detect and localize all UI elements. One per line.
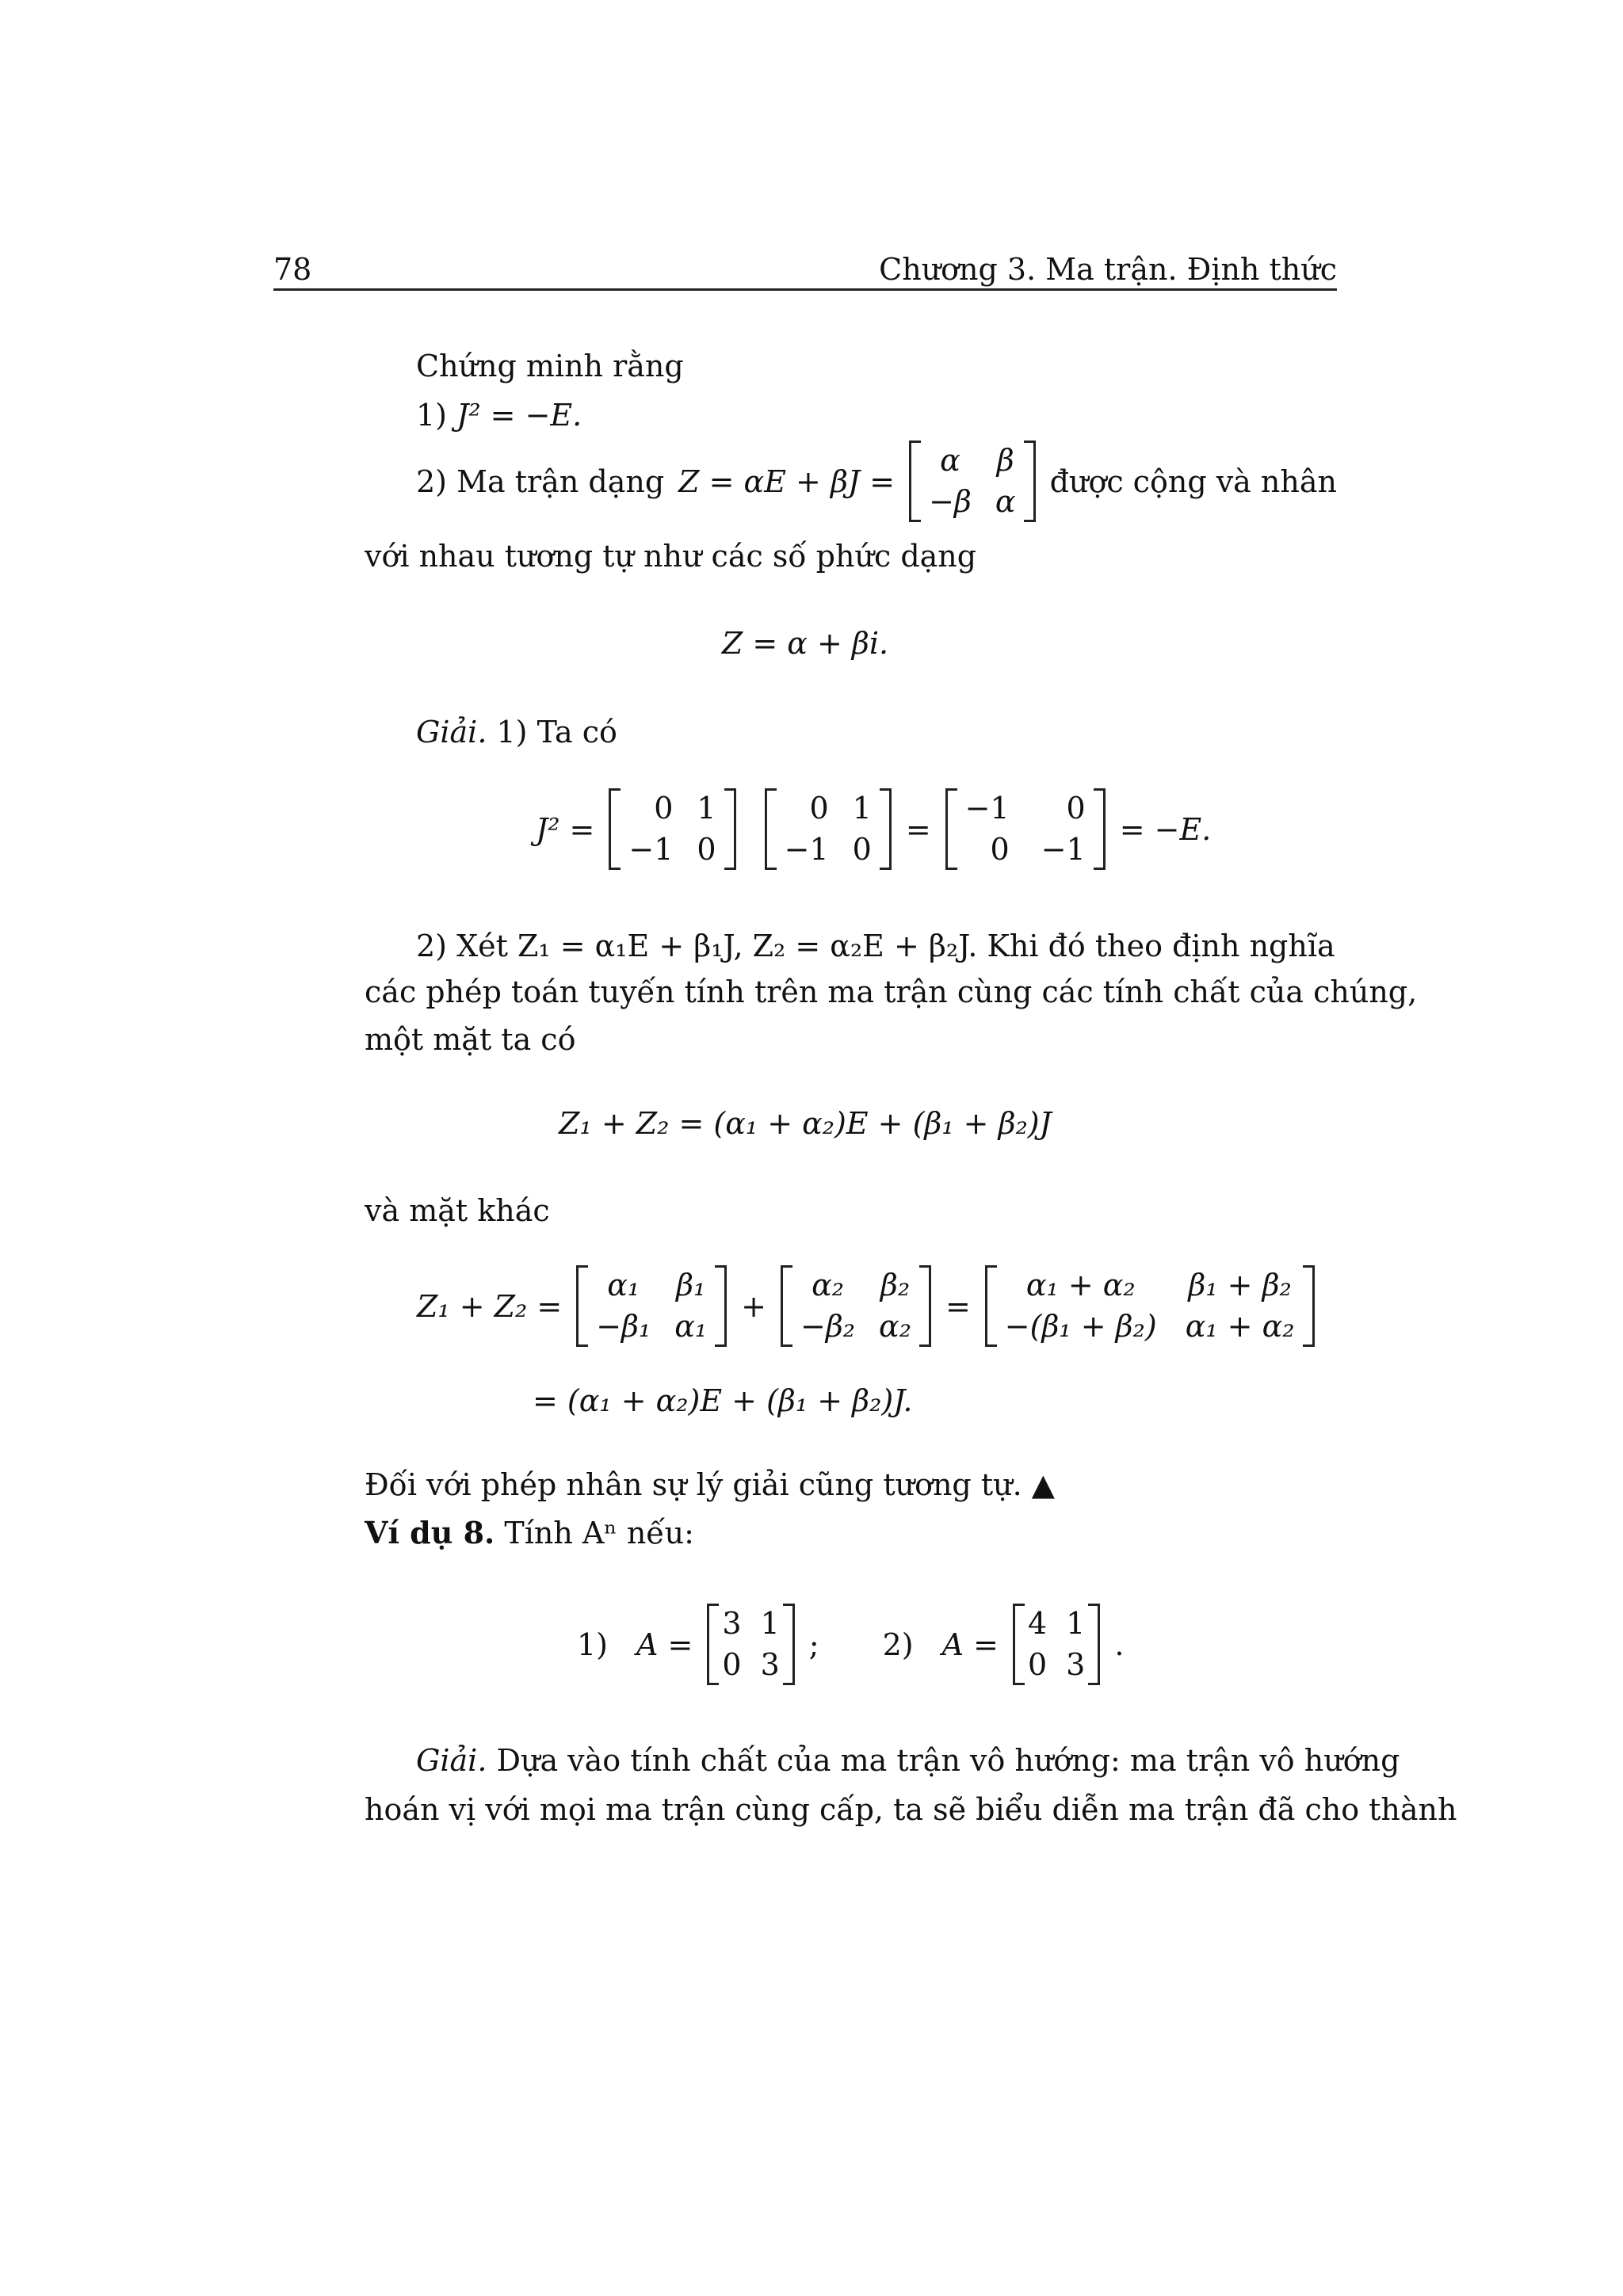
plus-sign: +: [741, 1288, 766, 1324]
matrix-cell: 3: [722, 1606, 742, 1641]
matrix-cell: β₂: [880, 1268, 911, 1302]
matrix-cell: −β₁: [596, 1308, 651, 1344]
matrix-cell: 0: [722, 1646, 742, 1682]
item-1-prefix: 1): [416, 398, 448, 433]
bracket-right: [880, 788, 892, 870]
j2-tail: = −E.: [1119, 811, 1212, 847]
para-2-line-3: một mặt ta có: [365, 1022, 576, 1057]
sum-matrix-equation: [417, 1265, 1315, 1347]
item-2: [416, 441, 1337, 522]
matrix-z1: [576, 1265, 727, 1347]
matrix-cell: α: [995, 483, 1016, 519]
matrix-cell: −1: [1041, 831, 1086, 867]
matrix-cell: α₂: [879, 1308, 911, 1344]
example-matrices: [577, 1604, 1124, 1685]
item-2-formula: Z = αE + βJ =: [678, 463, 896, 499]
end-period: .: [1114, 1627, 1125, 1662]
bracket-left: [909, 441, 921, 522]
bracket-left: [707, 1604, 719, 1685]
page-number: 78: [273, 252, 312, 287]
bracket-right: [1088, 1604, 1100, 1685]
bracket-right: [1303, 1265, 1315, 1347]
bracket-right: [783, 1604, 795, 1685]
separator: ;: [808, 1627, 819, 1662]
matrix-cell: α₁ + α₂: [1185, 1308, 1295, 1344]
complex-form: Z = α + βi.: [721, 626, 889, 661]
header-rule: [273, 288, 1337, 291]
matrix-example-2: [1013, 1604, 1100, 1685]
item-1: [416, 398, 582, 433]
matrix-cell: −1: [628, 831, 674, 867]
matrix-cell: 1: [697, 791, 716, 826]
other-hand: và mặt khác: [365, 1193, 550, 1228]
matrix-z2: [781, 1265, 931, 1347]
j-squared-equation: [536, 788, 1211, 870]
bracket-left: [1013, 1604, 1025, 1685]
matrix-example-1: [707, 1604, 794, 1685]
prove-line: Chứng minh rằng: [416, 349, 684, 383]
matrix-cell: α: [940, 443, 960, 478]
item-2-prefix: 2) Ma trận dạng: [416, 463, 665, 499]
matrix-cell: β₁: [676, 1268, 706, 1302]
bracket-left: [945, 788, 957, 870]
solution-2-line-2: hoán vị với mọi ma trận cùng cấp, ta sẽ biểu diễn ma trận đã cho thành: [365, 1792, 1457, 1827]
sum-line-2: = (α₁ + α₂)E + (β₁ + β₂)J.: [533, 1383, 913, 1418]
bracket-right: [1094, 788, 1106, 870]
matrix-cell: 0: [852, 831, 872, 867]
matrix-cell: 0: [809, 791, 829, 826]
bracket-left: [985, 1265, 997, 1347]
equals-sign: =: [905, 811, 931, 847]
j2-lhs: J² =: [536, 811, 595, 847]
bracket-right: [724, 788, 736, 870]
bracket-left: [765, 788, 777, 870]
matrix-cell: 1: [760, 1606, 780, 1641]
matrix-neg-identity: [945, 788, 1106, 870]
example-1-lhs: A =: [636, 1627, 693, 1662]
matrix-cell: −1: [784, 831, 829, 867]
matrix-alpha-beta: [909, 441, 1035, 522]
matrix-cell: 1: [1066, 1606, 1086, 1641]
solution-1: [416, 715, 617, 749]
example-label: Ví dụ 8.: [365, 1515, 495, 1550]
matrix-cell: −(β₁ + β₂): [1004, 1308, 1157, 1344]
matrix-cell: 0: [697, 831, 716, 867]
solution-label: Giải.: [416, 1743, 487, 1778]
example-2-prefix: 2): [882, 1627, 914, 1662]
sum-formula: Z₁ + Z₂ = (α₁ + α₂)E + (β₁ + β₂)J: [559, 1106, 1052, 1141]
sum-lhs: Z₁ + Z₂ =: [417, 1288, 563, 1324]
matrix-cell: −β: [929, 483, 972, 519]
bracket-left: [576, 1265, 588, 1347]
multiplication-line: Đối với phép nhân sự lý giải cũng tương tự. ▲: [365, 1467, 1055, 1502]
item-1-formula: J² = −E.: [456, 398, 582, 433]
matrix-cell: 3: [760, 1646, 780, 1682]
solution-2-line-1: [416, 1743, 1400, 1778]
matrix-cell: α₁: [674, 1308, 708, 1344]
equals-sign: =: [945, 1288, 971, 1324]
bracket-right: [919, 1265, 931, 1347]
example-2-lhs: A =: [941, 1627, 999, 1662]
item-2-line-2: với nhau tương tự như các số phức dạng: [365, 539, 977, 574]
para-2-line-2: các phép toán tuyến tính trên ma trận cùng các tính chất của chúng,: [365, 974, 1418, 1009]
bracket-right: [1024, 441, 1036, 522]
bracket-left: [609, 788, 621, 870]
matrix-cell: 1: [852, 791, 872, 826]
matrix-cell: α₁: [607, 1268, 640, 1302]
matrix-cell: 4: [1027, 1606, 1048, 1641]
matrix-cell: −β₂: [800, 1308, 856, 1344]
bracket-right: [715, 1265, 727, 1347]
solution-label: Giải.: [416, 715, 487, 749]
para-2-line-1: 2) Xét Z₁ = α₁E + β₁J, Z₂ = α₂E + β₂J. Khi đó theo định nghĩa: [416, 929, 1335, 963]
matrix-cell: 3: [1066, 1646, 1086, 1682]
matrix-cell: 0: [654, 791, 674, 826]
matrix-sum: [985, 1265, 1315, 1347]
item-2-suffix: được cộng và nhân: [1049, 463, 1337, 499]
example-8: [365, 1515, 694, 1550]
matrix-cell: β: [996, 443, 1014, 478]
matrix-j: [609, 788, 735, 870]
solution-2-text: Dựa vào tính chất của ma trận vô hướng: ma trận vô hướng: [496, 1743, 1400, 1778]
example-text: Tính Aⁿ nếu:: [504, 1516, 694, 1550]
chapter-title: Chương 3. Ma trận. Định thức: [879, 252, 1337, 287]
matrix-cell: α₁ + α₂: [1025, 1268, 1136, 1302]
matrix-cell: −1: [964, 791, 1010, 826]
solution-1-text: 1) Ta có: [496, 715, 617, 749]
bracket-left: [781, 1265, 792, 1347]
matrix-cell: α₂: [812, 1268, 844, 1302]
matrix-cell: 0: [990, 831, 1010, 867]
matrix-j-2: [765, 788, 892, 870]
example-1-prefix: 1): [577, 1627, 609, 1662]
matrix-cell: 0: [1027, 1646, 1048, 1682]
matrix-cell: 0: [1066, 791, 1086, 826]
matrix-cell: β₁ + β₂: [1188, 1268, 1292, 1302]
